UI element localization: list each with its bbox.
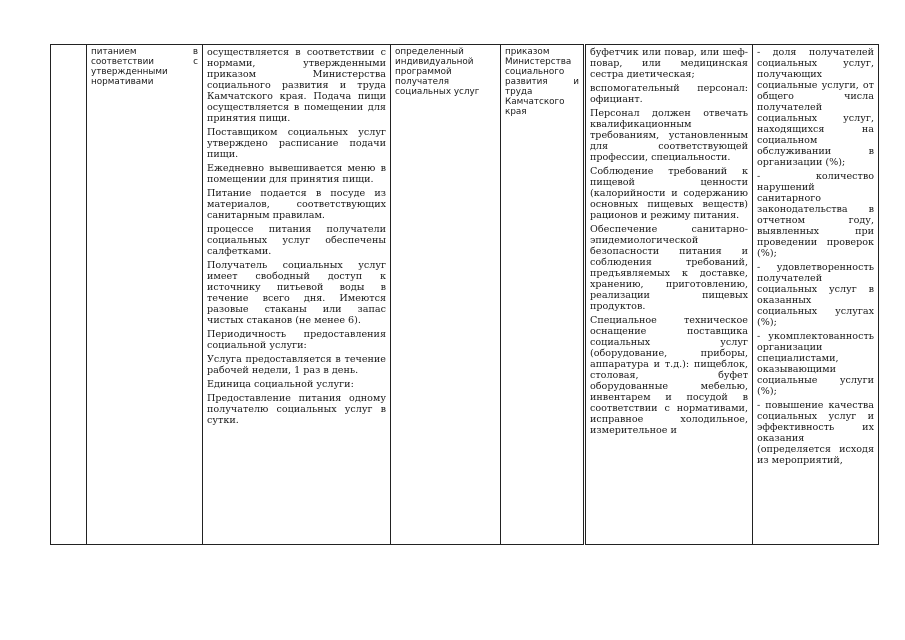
conditions-paragraph: Специальное техническое оснащение поставщика социальных услуг (оборудование, приборы, аппаратура и т.д.): пищеблок, столовая, буфет оборудованные мебелью, инвентарем и посудой в соответствии с нормативами, исправное холодильное, измерительное и [590,315,748,436]
description-paragraph: осуществляется в соответствии с нормами, утвержденными приказом Министерства социального развития и труда Камчатского края. Подача пищи осуществляется в помещении для принятия пищи. [207,47,386,124]
conditions-paragraph: буфетчик или повар, или шеф-повар, или медицинская сестра диетическая; [590,47,748,80]
conditions-paragraph: вспомогательный персонал: официант. [590,83,748,105]
service-conditions-cell [585,45,753,545]
description-paragraph: Ежедневно вывешивается меню в помещении для принятия пищи. [207,163,386,185]
service-tariff-cell [501,45,585,545]
row-number-cell [51,45,87,545]
indicator-paragraph: - повышение качества социальных услуг и эффективность их оказания (определяется исходя из мероприятий, [757,400,874,466]
description-paragraph: Услуга предоставляется в течение рабочей недели, 1 раз в день. [207,354,386,376]
service-description-cell [203,45,391,545]
conditions-paragraph: Соблюдение требований к пищевой ценности (калорийности и содержанию основных пищевых веществ) рационов и режиму питания. [590,166,748,221]
service-name-line: питанием в соответствии с утвержденными нормативами [91,47,198,87]
services-table [50,44,879,545]
indicator-paragraph: - доля получателей социальных услуг, получающих социальные услуги, от общего числа получателей социальных услуг, находящихся на социальном обслуживании в организации (%); [757,47,874,168]
description-paragraph: Единица социальной услуги: [207,379,354,390]
service-name-text [91,47,198,87]
term-text: определенный индивидуальной программой получателя социальных услуг [395,47,480,97]
tariff-text: приказом Министерства социального развития и труда Камчатского края [505,47,579,117]
description-paragraph: Периодичность предоставления социальной услуги: [207,329,386,351]
table-row [51,45,879,545]
indicator-paragraph: - удовлетворенность получателей социальных услуг в оказанных социальных услугах (%); [757,262,874,328]
description-paragraph: Питание подается в посуде из материалов, соответствующих санитарным правилам. [207,188,386,221]
indicator-paragraph: - количество нарушений санитарного законодательства в отчетном году, выявленных при проведении проверок (%); [757,171,874,259]
conditions-paragraph: Обеспечение санитарно-эпидемиологической безопасности питания и соблюдения требований, предъявляемых к доставке, хранению, приготовлению, реализации пищевых продуктов. [590,224,748,312]
description-paragraph: Получатель социальных услуг имеет свободный доступ к источнику питьевой воды в течение всего дня. Имеются разовые стаканы или запас чистых стаканов (не менее 6). [207,260,386,326]
service-term-cell [391,45,501,545]
description-paragraph: процессе питания получатели социальных услуг обеспечены салфетками. [207,224,386,257]
description-paragraph: Поставщиком социальных услуг утверждено расписание подачи пищи. [207,127,386,160]
service-indicators-cell [753,45,879,545]
indicator-paragraph: - укомплектованность организации специалистами, оказывающими социальные услуги (%); [757,331,874,397]
service-name-cell [87,45,203,545]
conditions-paragraph: Персонал должен отвечать квалификационным требованиям, установленным для соответствующей профессии, специальности. [590,108,748,163]
description-paragraph: Предоставление питания одному получателю социальных услуг в сутки. [207,393,386,426]
